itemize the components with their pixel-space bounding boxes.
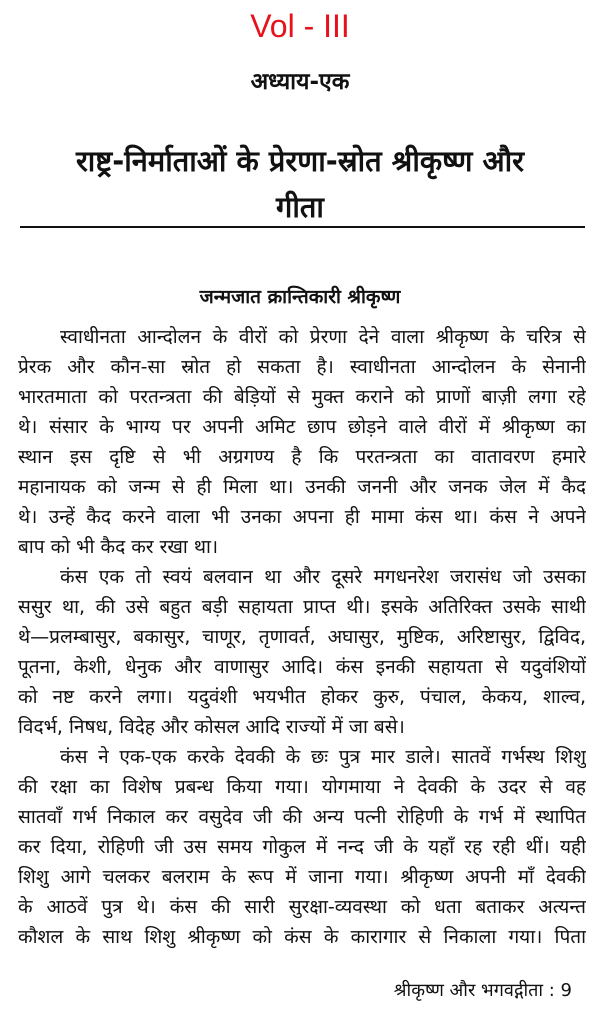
text-line: स्वाधीनता आन्दोलन के वीरों को प्रेरणा देने वाला श्रीकृष्ण के चरित्र से [60,326,586,348]
text-line: को नष्ट करने लगा। यदुवंशी भयभीत होकर कुरु, पंचाल, केकय, शाल्व, [18,686,586,708]
chapter-title-line: राष्ट्र-निर्माताओं के प्रेरणा-स्रोत श्रीकृष्ण और [75,144,525,178]
paragraph [18,742,586,952]
text-line: कौशल के साथ शिशु श्रीकृष्ण को कंस के कारागार से निकाला गया। पिता [18,926,586,948]
section-heading: जन्मजात क्रान्तिकारी श्रीकृष्ण [199,286,401,308]
title-divider [20,226,585,228]
text-line: पूतना, केशी, धेनुक और वाणासुर आदि। कंस इनकी सहायता से यदुवंशियों [18,656,586,678]
text-line: बाप को भी कैद कर रखा था। [18,536,219,558]
text-line: विदर्भ, निषध, विदेह और कोसल आदि राज्यों में जा बसे। [18,716,405,738]
paragraph [18,322,586,562]
text-line: प्रेरक और कौन-सा स्रोत हो सकता है। स्वाधीनता आन्दोलन के सेनानी [18,356,586,378]
volume-label: Vol - III [250,8,350,44]
text-line: की रक्षा का विशेष प्रबन्ध किया गया। योगमाया ने देवकी के उदर से वह [18,776,586,798]
text-line: कंस एक तो स्वयं बलवान था और दूसरे मगधनरेश जरासंध जो उसका [60,566,586,588]
text-line: शिशु आगे चलकर बलराम के रूप में जाना गया। श्रीकृष्ण अपनी माँ देवकी [18,866,586,888]
page-footer: श्रीकृष्ण और भगवद्गीता : 9 [393,980,572,1001]
chapter-title-line: गीता [276,190,324,224]
text-line: थे। उन्हें कैद करने वाला भी उनका अपना ही मामा कंस था। कंस ने अपने [18,506,586,528]
text-line: महानायक को जन्म से ही मिला था। उनकी जननी और जनक जेल में कैद [18,476,586,498]
text-line: थे—प्रलम्बासुर, बकासुर, चाणूर, तृणावर्त, अघासुर, मुष्टिक, अरिष्टासुर, द्विविद, [18,626,586,648]
chapter-title [20,138,580,230]
paragraph [18,562,586,742]
chapter-label: अध्याय-एक [250,69,350,95]
text-line: के आठवें पुत्र थे। कंस की सारी सुरक्षा-व्यवस्था को धता बताकर अत्यन्त [18,896,586,918]
text-line: भारतमाता को परतन्त्रता की बेड़ियों से मुक्त कराने को प्राणों बाज़ी लगा रहे [18,386,586,408]
body-text [18,322,586,952]
text-line: कंस ने एक-एक करके देवकी के छः पुत्र मार डाले। सातवें गर्भस्थ शिशु [60,746,586,768]
text-line: ससुर था, की उसे बहुत बड़ी सहायता प्राप्त थी। इसके अतिरिक्त उसके साथी [18,596,586,618]
text-line: स्थान इस दृष्टि से भी अग्रगण्य है कि परतन्त्रता का वातावरण हमारे [18,446,586,468]
text-line: थे। संसार के भाग्य पर अपनी अमिट छाप छोड़ने वाले वीरों में श्रीकृष्ण का [18,416,586,438]
text-line: सातवाँ गर्भ निकाल कर वसुदेव जी की अन्य पत्नी रोहिणी के गर्भ में स्थापित [18,806,586,828]
text-line: कर दिया, रोहिणी जी उस समय गोकुल में नन्द जी के यहाँ रह रही थीं। यही [18,836,586,858]
